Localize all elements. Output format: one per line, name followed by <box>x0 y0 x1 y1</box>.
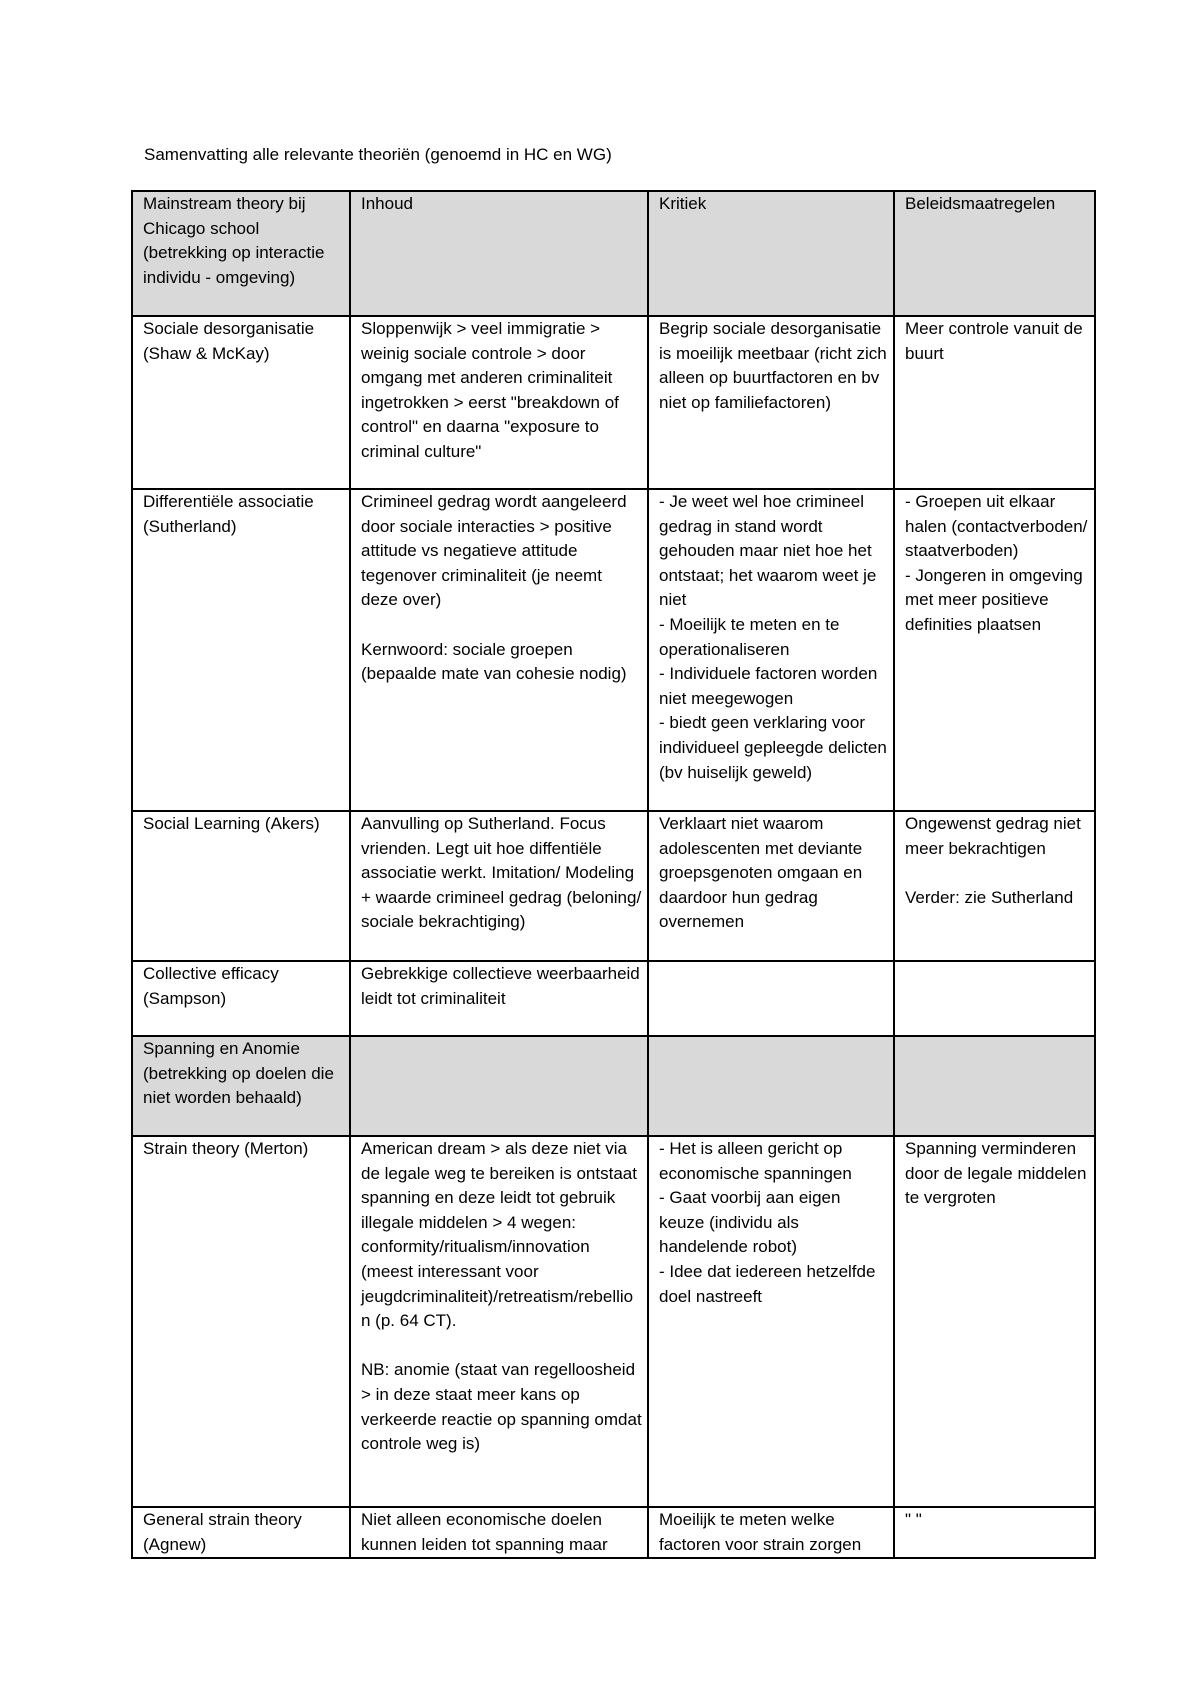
cell-text: Strain theory (Merton) <box>143 1139 309 1158</box>
table-header-row-chicago <box>132 191 1095 316</box>
cell-text: Spanning verminderen door de legale middelen te vergroten <box>905 1139 1087 1208</box>
cell-text: Ongewenst gedrag niet meer bekrachtigen Verder: zie Sutherland <box>905 814 1081 907</box>
cell-text: Differentiële associatie (Sutherland) <box>143 492 314 536</box>
table-cell <box>132 191 350 316</box>
table-cell <box>132 811 350 961</box>
cell-text: Niet alleen economische doelen kunnen leiden tot spanning maar <box>361 1510 608 1554</box>
table-row <box>132 489 1095 811</box>
table-cell <box>894 191 1095 316</box>
table-cell <box>350 191 648 316</box>
cell-text: Social Learning (Akers) <box>143 814 320 833</box>
table-cell <box>350 316 648 489</box>
cell-text: Verklaart niet waarom adolescenten met deviante groepsgenoten omgaan en daardoor hun gedrag overnemen <box>659 814 863 932</box>
table-cell <box>648 316 894 489</box>
cell-text: Sloppenwijk > veel immigratie > weinig sociale controle > door omgang met anderen criminaliteit ingetrokken > eerst "breakdown of control" en daarna "exposure to criminal culture" <box>361 319 619 461</box>
table-cell <box>894 1507 1095 1558</box>
cell-text: Mainstream theory bij Chicago school (betrekking op interactie individu - omgeving) <box>143 194 325 287</box>
cell-text: Begrip sociale desorganisatie is moeilijk meetbaar (richt zich alleen op buurtfactoren en bv niet op familiefactoren) <box>659 319 887 412</box>
table-cell <box>132 489 350 811</box>
cell-text: General strain theory (Agnew) <box>143 1510 302 1554</box>
table-cell <box>350 1507 648 1558</box>
table-row <box>132 1136 1095 1507</box>
table-cell <box>648 811 894 961</box>
table-cell <box>894 316 1095 489</box>
table-cell <box>350 811 648 961</box>
table-row <box>132 1507 1095 1558</box>
table-cell <box>132 961 350 1036</box>
table-cell <box>132 1036 350 1136</box>
table-cell <box>350 489 648 811</box>
table-cell <box>132 1507 350 1558</box>
table-cell <box>648 1036 894 1136</box>
table-cell <box>648 1507 894 1558</box>
table-cell <box>894 961 1095 1036</box>
table-cell <box>350 961 648 1036</box>
table-cell <box>350 1136 648 1507</box>
table-cell <box>350 1036 648 1136</box>
cell-text: Moeilijk te meten welke factoren voor strain zorgen <box>659 1510 862 1554</box>
table-cell <box>894 1036 1095 1136</box>
table-header-row-spanning <box>132 1036 1095 1136</box>
cell-text: Aanvulling op Sutherland. Focus vrienden. Legt uit hoe diffentiële associatie werkt. Imitation/ Modeling + waarde crimineel gedrag (beloning/ sociale bekrachtiging) <box>361 814 642 932</box>
cell-text: Gebrekkige collectieve weerbaarheid leidt tot criminaliteit <box>361 964 640 1008</box>
table-cell <box>894 811 1095 961</box>
table-cell <box>894 1136 1095 1507</box>
cell-text: Kritiek <box>659 194 707 213</box>
cell-text: " " <box>905 1510 922 1529</box>
table-cell <box>648 961 894 1036</box>
cell-text: Spanning en Anomie (betrekking op doelen die niet worden behaald) <box>143 1039 334 1108</box>
theory-summary-table <box>131 190 1096 1559</box>
table-row <box>132 811 1095 961</box>
cell-text: Meer controle vanuit de buurt <box>905 319 1083 363</box>
table-cell <box>132 316 350 489</box>
table-row <box>132 961 1095 1036</box>
table-cell <box>132 1136 350 1507</box>
cell-text: - Het is alleen gericht op economische spanningen - Gaat voorbij aan eigen keuze (individu als handelende robot) - Idee dat iedereen hetzelfde doel nastreeft <box>659 1139 876 1306</box>
cell-text: Crimineel gedrag wordt aangeleerd door sociale interacties > positive attitude vs negatieve attitude tegenover criminaliteit (je neemt deze over) Kernwoord: sociale groepen (bepaalde mate van cohesie nodig) <box>361 492 627 684</box>
cell-text: Collective efficacy (Sampson) <box>143 964 279 1008</box>
cell-text: Inhoud <box>361 194 413 213</box>
table-cell <box>648 489 894 811</box>
cell-text: - Je weet wel hoe crimineel gedrag in stand wordt gehouden maar niet hoe het ontstaat; het waarom weet je niet - Moeilijk te meten en te operationaliseren - Individuele factoren worden niet meegewogen - biedt geen verklaring voor individueel gepleegde delicten (bv huiselijk geweld) <box>659 492 887 782</box>
table-cell <box>648 1136 894 1507</box>
table-cell <box>894 489 1095 811</box>
cell-text: American dream > als deze niet via de legale weg te bereiken is ontstaat spanning en deze leidt tot gebruik illegale middelen > 4 wegen: conformity/ritualism/innovation (meest interessant voor jeugdcriminaliteit)/retreatism/rebellion (p. 64 CT). NB: anomie (staat van regelloosheid > in deze staat meer kans op verkeerde reactie op spanning omdat controle weg is) <box>361 1139 642 1454</box>
table-cell <box>648 191 894 316</box>
cell-text: Beleidsmaatregelen <box>905 194 1056 213</box>
cell-text: Sociale desorganisatie (Shaw & McKay) <box>143 319 315 363</box>
cell-text: - Groepen uit elkaar halen (contactverboden/ staatverboden) - Jongeren in omgeving met meer positieve definities plaatsen <box>905 492 1088 634</box>
table-body <box>132 191 1095 1558</box>
table-row <box>132 316 1095 489</box>
page-title: Samenvatting alle relevante theoriën (genoemd in HC en WG) <box>144 145 612 164</box>
